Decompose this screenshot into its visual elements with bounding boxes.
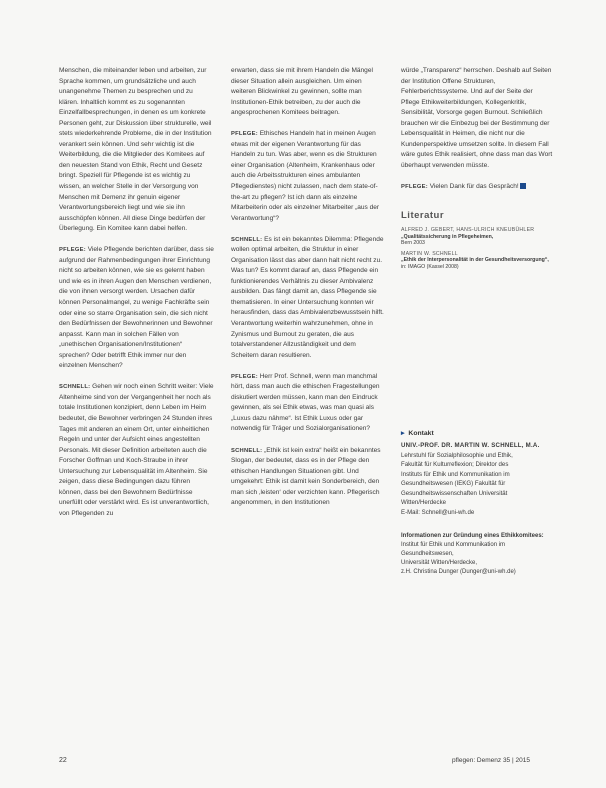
paragraph xyxy=(59,382,214,519)
contact-line: Instituts für Ethik und Kommunikation im xyxy=(401,470,510,478)
literature-source: in: IMAGO (Kassel 2008) xyxy=(401,264,459,271)
literature-title: „Ethik der Interpersonalität in der Gesundheitsversorgung“, xyxy=(401,257,549,264)
paragraph xyxy=(231,235,384,362)
column-2 xyxy=(231,66,384,519)
paragraph xyxy=(231,372,384,435)
speaker-label: SCHNELL: xyxy=(59,384,91,391)
contact-line: Gesundheitswissenschaften Universität xyxy=(401,489,508,497)
paragraph xyxy=(59,245,214,372)
column-1 xyxy=(59,66,214,530)
contact-heading-label: Kontakt xyxy=(408,429,434,437)
column-3 xyxy=(401,66,553,578)
literature-heading: Literatur xyxy=(401,209,445,221)
speaker-label: SCHNELL: xyxy=(231,447,263,454)
paragraph xyxy=(231,129,384,224)
spacer xyxy=(401,275,553,429)
literature-author: MARTIN W. SCHNELL xyxy=(401,250,458,257)
speaker-label: SCHNELL: xyxy=(231,236,263,243)
paragraph-text: Herr Prof. Schnell, wenn man manchmal hört, dass man auch die ethischen Fragestellungen diskutiert werden müssen, kann man den Eindruck gewinnen, als sei Ethik etwas, was man quasi als „Luxus dazu nähme“. Ist Ethik Luxus oder gar notwendig für Träger und Sozialorganisationen? xyxy=(231,372,380,433)
paragraph-text: Es ist ein bekanntes Dilemma: Pflegende wollen optimal arbeiten, die Struktur in einer Organisation lässt das aber dann halt nicht recht zu. Was tun? Es kommt darauf an, dass Pflegende ein funktionierendes Verhältnis zu dieser Ambivalenz ausbilden. Das fängt damit an, dass Pflegende sie thematisieren. In einer Untersuchung konnten wir herausfinden, dass das Ambivalenzbewusstsein hilft. Verantwortung weiterhin wahrzunehmen, ohne in Zynismus und Burnout zu geraten, die aus totalverstandener Allzuständigkeit und dem Scheitern daran resultieren. xyxy=(231,235,384,359)
speaker-label: PFLEGE: xyxy=(231,131,258,138)
speaker-label: PFLEGE: xyxy=(59,247,86,254)
contact-line: Gesundheitswesen (IEKG) Fakultät für xyxy=(401,480,506,488)
info-line: Institut für Ethik und Kommunikation im xyxy=(401,541,506,548)
end-mark-icon xyxy=(520,183,526,189)
info-line: Universität Witten/Herdecke, xyxy=(401,560,478,567)
page-number: 22 xyxy=(59,757,67,764)
paragraph-text: Vielen Dank für das Gespräch! xyxy=(427,182,519,190)
contact-block xyxy=(401,441,553,517)
literature-author: ALFRED J. GEBERT, HANS-ULRICH KNEUBÜHLER xyxy=(401,227,535,234)
info-line: Informationen zur Gründung eines Ethikkomitees: xyxy=(401,532,544,539)
arrow-right-icon: ▸ xyxy=(401,429,405,437)
paragraph: erwarten, dass sie mit ihrem Handeln die Mängel dieser Situation allein ausgleichen. Um einen weiteren Blickwinkel zu gewinnen, sollte man Institutionen-Ethik betreiben, zu der auch die angesprochenen Komitees beitragen. xyxy=(231,67,373,117)
literature-entry xyxy=(401,251,553,271)
contact-line: Witten/Herdecke xyxy=(401,499,447,507)
speaker-label: PFLEGE: xyxy=(231,373,258,380)
speaker-label: PFLEGE: xyxy=(401,183,428,190)
literature-source: Bern 2003 xyxy=(401,240,425,247)
literature-entry xyxy=(401,227,553,247)
paragraph xyxy=(231,446,384,509)
contact-email[interactable]: E-Mail: Schnell@uni-wh.de xyxy=(401,509,475,516)
paragraph: Menschen, die miteinander leben und arbeiten, zur Sprache kommen, um grundsätzliche und auch unangenehme Themen zu besprechen und zu klären. Inhaltlich kommt es zu sogenannten Einzelfallbesprechungen, in denen es um konkrete Personen geht, zur Diskussion über strukturelle, weil stets wiederkehrende Probleme, die in der Institution verankert sein können. Und sehr wichtig ist die Weiterbildung, die die Mitglieder des Komitees auf den neuesten Stand von Ethik, Recht und Gesetz bringt. Speziell für Pflegende ist es wichtig zu wissen, an welcher Stelle in der Versorgung von Menschen mit Demenz ihr genuin eigener Verantwortungsbereich liegt und wie sie ihn ausschöpfen können. All diese Dinge bedürfen der Überlegung. Ein Komitee kann dabei helfen. xyxy=(59,67,212,233)
contact-heading xyxy=(401,429,553,440)
paragraph-text: Ethisches Handeln hat in meinen Augen etwas mit der eigenen Verantwortung für das Handeln zu tun. Was aber, wenn es die Strukturen einer Organisation (Altenheim, Krankenhaus oder auch die Arbeitsstrukturen eines ambulanten Pflegedienstes) nicht zulassen, nach dem state-of-the-art zu pflegen? Ist ich dann als einzelne Mitarbeiterin oder als einzelner Mitarbeiter „aus der Verantwortung“? xyxy=(231,130,380,222)
contact-line: Lehrstuhl für Sozialphilosophie und Ethik, xyxy=(401,451,513,459)
paragraph-text: Gehen wir noch einen Schritt weiter: Viele Altenheime sind von der Vergangenheit her noch als totale Institutionen konzipiert, denn Leben im Heim bedeutet, die Bewohner verbringen 24 Stunden ihres Tages mit anderen an einem Ort, unter einheitlichen Regeln und unter der Aufsicht eines angestellten Personals. Mit dieser Definition arbeiteten auch die Forscher Goffman und Koch-Straube in ihrer Untersuchung zur Lebensqualität im Altenheim. Sie zeigen, dass diese Bedingungen dazu führen können, dass bei den Bewohnern Bedürfnisse unerfüllt oder verstärkt wird. Es ist unverantwortlich, von Pflegenden zu xyxy=(59,383,214,517)
paragraph-text: Viele Pflegende berichten darüber, dass sie aufgrund der Rahmenbedingungen ihrer Einrichtung nicht so arbeiten können, wie sie es gelernt haben und wie es in ihren Augen den Menschen verdienen, die von ihnen versorgt werden. Ursachen dafür können Personalmangel, zu wenige Fachkräfte sein oder eine so starre Organisation sein, die sich nicht den Bedürfnissen der Bewohnerinnen und Bewohner anpasst. Kann man in solchen Fällen von „unethischen Organisationen/Institutionen“ sprechen? Oder betrifft Ethik immer nur den einzelnen Menschen? xyxy=(59,246,214,370)
info-block xyxy=(401,532,553,578)
contact-name: UNIV.-PROF. DR. MARTIN W. SCHNELL, M.A. xyxy=(401,442,540,450)
literature-title: „Qualitätssicherung in Pflegeheimen, xyxy=(401,233,494,240)
info-line: Gesundheitswesen, xyxy=(401,550,454,557)
info-line[interactable]: z.H. Christina Dunger (Dunger@uni-wh.de) xyxy=(401,569,516,576)
journal-name: pflegen: Demenz 35 | 2015 xyxy=(452,757,530,764)
paragraph xyxy=(401,182,553,193)
paragraph: würde „Transparenz“ herrschen. Deshalb auf Seiten der Institution Offene Strukturen, Fehlerberichtssysteme. Und auf der Seite der Pflege Ethikweiterbildungen, Kollegenkritik, Sensibilität, Vorsorge gegen Burnout. Schließlich brauchen wir die Einbezug bei der Bestimmung der Lebensqualität in Heimen, die nicht nur die Kundenperspektive umsetzen sollte. In diesem Fall wäre gutes Ethik realisiert, ohne dass man das Wort überhaupt verwenden müsste. xyxy=(401,67,553,169)
contact-line: Fakultät für Kulturreflexion; Direktor des xyxy=(401,461,509,469)
paragraph-text: „Ethik ist kein extra“ heißt ein bekanntes Slogan, der bedeutet, dass es in der Pflege den ethischen Handlungen Situationen gibt. Und umgekehrt: Ethik ist damit kein Sonderbereich, den man sich ‚leisten‘ oder verzichten kann. Pflegerisch angenommen, in den Institutionen xyxy=(231,446,381,507)
